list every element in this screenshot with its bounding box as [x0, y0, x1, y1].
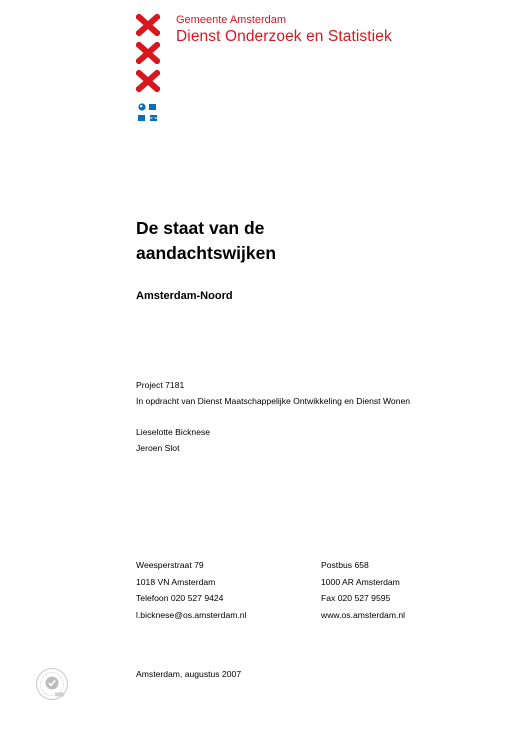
x-cross-icon — [136, 14, 160, 36]
address-left — [136, 557, 246, 623]
street-address: Weesperstraat 79 — [136, 560, 204, 570]
title-line-1: De staat van de — [136, 218, 265, 238]
title-line-2: aandachtswijken — [136, 243, 277, 263]
municipality-name: Gemeente Amsterdam — [176, 14, 287, 26]
project-info — [136, 377, 410, 409]
author-name: Lieselotte Bicknese — [136, 427, 211, 437]
x-cross-icon — [136, 70, 160, 92]
address-right — [321, 557, 405, 623]
postal-city: 1018 VN Amsterdam — [136, 576, 216, 587]
place-and-date: Amsterdam, augustus 2007 — [136, 669, 242, 679]
project-number: Project 7181 — [136, 380, 185, 390]
author-name: Jeroen Slot — [136, 443, 180, 453]
amsterdam-crosses-logo — [136, 14, 160, 98]
certification-seal-icon — [35, 667, 69, 701]
po-box: Postbus 658 — [321, 560, 369, 570]
os-logo-icon — [137, 102, 159, 124]
organization-name — [176, 14, 392, 47]
authors — [136, 424, 210, 456]
commission-text: In opdracht van Dienst Maatschappelijke Ontwikkeling en Dienst Wonen — [136, 396, 411, 406]
email-address: l.bicknese@os.amsterdam.nl — [136, 609, 247, 620]
x-cross-icon — [136, 42, 160, 64]
website: www.os.amsterdam.nl — [321, 609, 406, 620]
fax-number: Fax 020 527 9595 — [321, 593, 391, 603]
document-title — [136, 216, 466, 266]
phone-number: Telefoon 020 527 9424 — [136, 593, 224, 603]
department-name: Dienst Onderzoek en Statistiek — [176, 28, 392, 45]
document-subtitle: Amsterdam-Noord — [136, 290, 233, 302]
po-postal-city: 1000 AR Amsterdam — [321, 576, 400, 587]
